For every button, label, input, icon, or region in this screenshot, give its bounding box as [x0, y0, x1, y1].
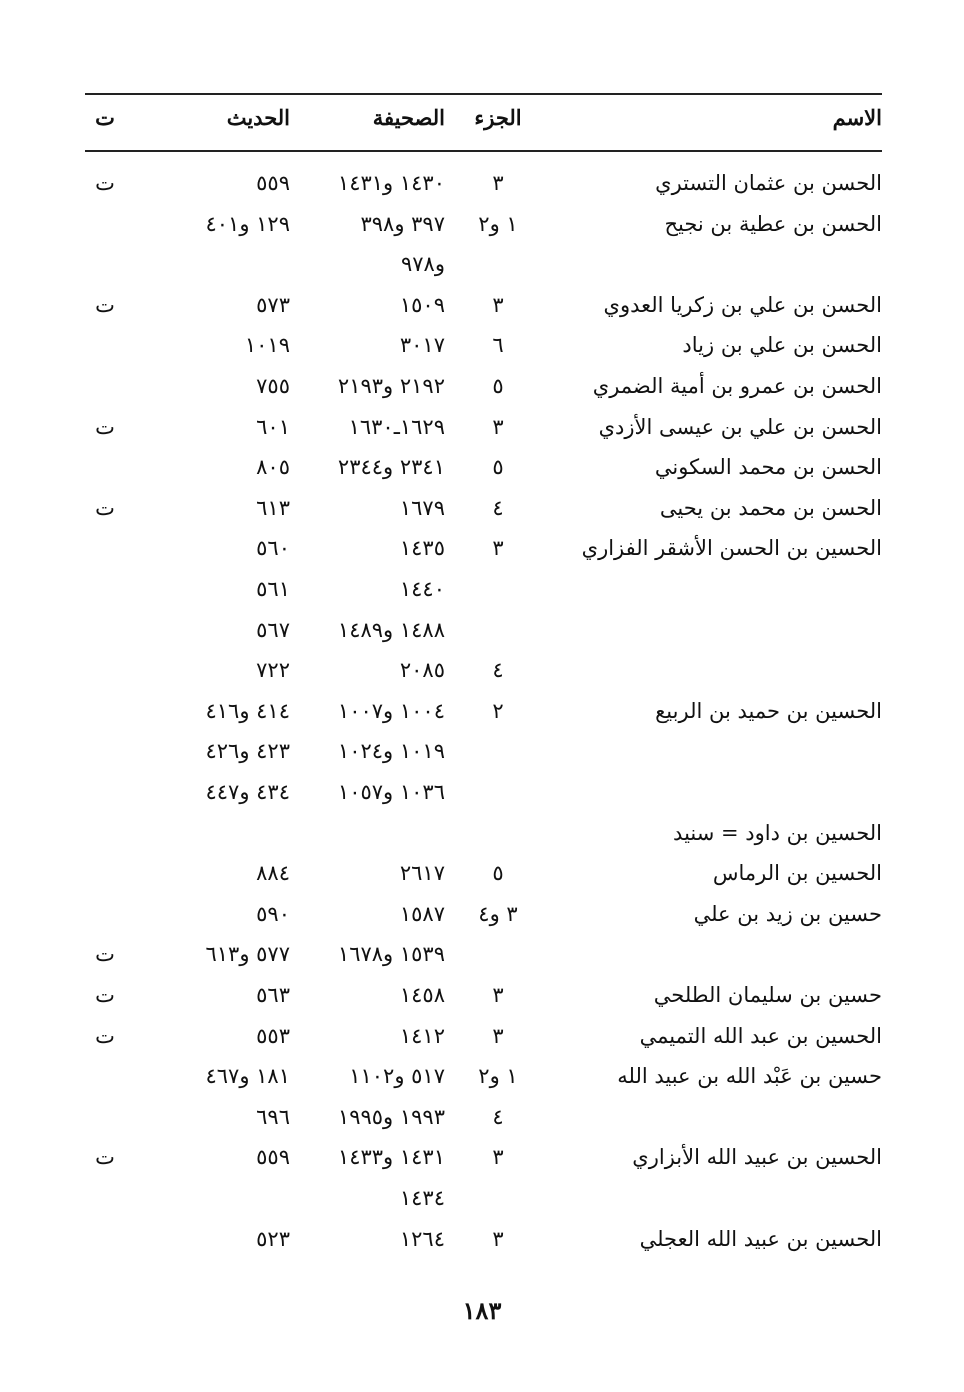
table-row — [85, 1016, 882, 1056]
row-t — [90, 691, 120, 731]
row-t — [90, 528, 120, 568]
table-row — [85, 204, 882, 244]
row-page: ١٤٣٠ و١٤٣١ — [337, 171, 445, 195]
row-part: ٣ — [492, 536, 504, 561]
row-part: ١ و٢ — [478, 211, 518, 236]
row-page: و٩٧٨ — [401, 252, 445, 277]
row-hadith: ٦٩٦ — [256, 1104, 290, 1129]
row-name: حسين بن عَبْد الله بن عبيد الله — [617, 1064, 882, 1089]
table-row — [85, 163, 882, 203]
row-page: ٢١٩٢ و٢١٩٣ — [337, 374, 445, 398]
row-part: ٤ — [492, 658, 504, 683]
row-hadith: ٤١٤ و٤١٦ — [205, 698, 290, 723]
row-part: ٦ — [492, 333, 504, 358]
row-name: الحسن بن عمرو بن أمية الضمري — [592, 374, 882, 398]
row-page: ١٥٠٩ — [399, 292, 445, 317]
row-page: ١٥٨٧ — [399, 901, 445, 926]
row-hadith: ٥٩٠ — [256, 901, 290, 926]
table-row — [85, 1137, 882, 1177]
row-hadith: ٧٥٥ — [256, 374, 290, 398]
row-page: ٢٠٨٥ — [399, 658, 445, 683]
row-hadith: ٥٦٣ — [256, 983, 290, 1007]
header-part: الجزء — [474, 105, 522, 130]
row-hadith: ٦٠١ — [256, 414, 290, 439]
row-page: ١٦٧٩ — [399, 495, 445, 520]
row-hadith — [160, 1178, 290, 1218]
row-t: ت — [95, 292, 115, 317]
row-hadith: ١٢٩ و٤٠١ — [205, 211, 290, 236]
row-name: الحسين بن عبيد الله العجلي — [639, 1226, 882, 1251]
row-name — [522, 244, 882, 284]
row-hadith: ٥٥٩ — [256, 1145, 290, 1170]
row-name — [522, 569, 882, 609]
row-name — [522, 1097, 882, 1137]
row-t — [90, 731, 120, 771]
table-header — [85, 98, 882, 138]
table-row — [85, 650, 882, 690]
row-t — [90, 813, 120, 853]
row-name: الحسن بن علي بن زياد — [682, 333, 882, 358]
table-row — [85, 528, 882, 568]
row-page: ٣٩٧ و٣٩٨ — [360, 211, 445, 236]
table-row — [85, 772, 882, 812]
row-name — [522, 934, 882, 974]
row-t — [90, 244, 120, 284]
row-t — [90, 1056, 120, 1096]
row-part — [473, 610, 523, 650]
row-t: ت — [95, 983, 115, 1007]
row-part: ٥ — [492, 455, 504, 480]
row-page: ١٤٨٨ و١٤٨٩ — [337, 617, 445, 642]
table-row — [85, 934, 882, 974]
table-row — [85, 1178, 882, 1218]
table-row — [85, 853, 882, 893]
row-page: ١٩٩٣ و١٩٩٥ — [337, 1104, 445, 1129]
row-part — [473, 1178, 523, 1218]
table-row — [85, 488, 882, 528]
page-number: ١٨٣ — [462, 1296, 502, 1325]
row-name: حسين بن زيد بن علي — [693, 901, 882, 926]
row-page: ١٠٣٦ و١٠٥٧ — [337, 780, 445, 804]
row-t: ت — [95, 495, 115, 520]
row-page: ١٤٥٨ — [399, 983, 445, 1007]
row-part: ٣ — [492, 1226, 504, 1251]
row-part: ٤ — [492, 495, 504, 520]
row-t: ت — [95, 414, 115, 439]
row-page: ١٤٣٤ — [399, 1186, 445, 1210]
row-part: ٣ — [492, 983, 504, 1007]
row-t — [90, 1097, 120, 1137]
row-page: ١٠١٩ و١٠٢٤ — [337, 739, 445, 764]
row-name: الحسن بن علي بن زكريا العدوي — [603, 292, 882, 317]
row-page: ٥١٧ و١١٠٢ — [349, 1064, 445, 1089]
row-part: ٣ — [492, 171, 504, 195]
table-row — [85, 691, 882, 731]
row-hadith: ٤٢٣ و٤٢٦ — [205, 739, 290, 764]
row-hadith: ٨٠٥ — [256, 455, 290, 480]
row-name: حسين بن سليمان الطلحي — [653, 983, 882, 1007]
row-hadith: ٥٦٧ — [256, 617, 290, 642]
row-t — [90, 610, 120, 650]
table-row — [85, 366, 882, 406]
row-hadith — [160, 244, 290, 284]
table-row — [85, 975, 882, 1015]
row-hadith: ٥٥٩ — [256, 171, 290, 195]
row-name — [522, 731, 882, 771]
row-hadith: ٥٦٠ — [256, 536, 290, 561]
row-part: ٣ — [492, 414, 504, 439]
header-name: الاسم — [832, 105, 882, 130]
row-t — [90, 366, 120, 406]
table-row — [85, 447, 882, 487]
row-page: ١٠٠٤ و١٠٠٧ — [337, 698, 445, 723]
row-page: ١٢٦٤ — [399, 1226, 445, 1251]
row-part: ٣ و٤ — [478, 901, 518, 926]
row-part: ٤ — [492, 1104, 504, 1129]
row-hadith — [160, 813, 290, 853]
row-name — [522, 610, 882, 650]
row-part — [473, 934, 523, 974]
row-part: ٣ — [492, 292, 504, 317]
row-hadith: ٥٥٣ — [256, 1023, 290, 1048]
table-row — [85, 610, 882, 650]
row-hadith: ٥٧٧ و٦١٣ — [205, 942, 290, 967]
row-t — [90, 772, 120, 812]
row-hadith: ٨٨٤ — [256, 861, 290, 886]
row-hadith: ١٨١ و٤٦٧ — [205, 1064, 290, 1089]
table-row — [85, 731, 882, 771]
row-t: ت — [95, 171, 115, 195]
header-hadith: الحديث — [226, 105, 290, 130]
table-row — [85, 325, 882, 365]
row-part: ٣ — [492, 1023, 504, 1048]
row-part — [473, 569, 523, 609]
row-part: ٢ — [492, 698, 504, 723]
row-name — [522, 1178, 882, 1218]
table-row — [85, 1097, 882, 1137]
table-row — [85, 569, 882, 609]
table-row — [85, 407, 882, 447]
row-name: الحسين بن عبد الله التميمي — [639, 1023, 882, 1048]
row-t — [90, 569, 120, 609]
row-t: ت — [95, 1023, 115, 1048]
row-name: الحسن بن عثمان التستري — [655, 171, 882, 195]
row-name: الحسين بن حميد بن الربيع — [655, 698, 882, 723]
row-part: ٣ — [492, 1145, 504, 1170]
row-hadith: ١٠١٩ — [244, 333, 290, 358]
table-row — [85, 1219, 882, 1259]
row-hadith: ٥٦١ — [256, 577, 290, 601]
table-top-rule — [85, 93, 882, 95]
row-page: ٣٠١٧ — [399, 333, 445, 358]
row-t — [90, 894, 120, 934]
row-part — [473, 772, 523, 812]
header-page: الصحيفة — [372, 105, 445, 130]
row-name: الحسن بن علي بن عيسى الأزدي — [598, 414, 882, 439]
row-part — [473, 244, 523, 284]
row-page: ١٥٣٩ و١٦٧٨ — [337, 942, 445, 967]
row-name: الحسن بن عطية بن نجيح — [664, 211, 882, 236]
row-t — [90, 853, 120, 893]
row-t — [90, 204, 120, 244]
header-t: ت — [95, 105, 115, 130]
row-part: ٥ — [492, 861, 504, 886]
table-header-rule — [85, 150, 882, 152]
row-page: ١٦٢٩ـ١٦٣٠ — [348, 414, 445, 439]
row-name: الحسين بن عبيد الله الأبزاري — [632, 1145, 882, 1170]
row-page — [305, 813, 445, 853]
row-page: ١٤٣١ و١٤٣٣ — [337, 1145, 445, 1170]
row-hadith: ٧٢٢ — [256, 658, 290, 683]
row-page: ١٤١٢ — [399, 1023, 445, 1048]
row-page: ٢٣٤١ و٢٣٤٤ — [337, 455, 445, 480]
row-t — [90, 447, 120, 487]
row-hadith: ٦١٣ — [256, 495, 290, 520]
row-part — [473, 813, 523, 853]
table-row — [85, 813, 882, 853]
row-name — [522, 650, 882, 690]
row-t: ت — [95, 942, 115, 967]
table-row — [85, 1056, 882, 1096]
row-name — [522, 772, 882, 812]
row-t — [90, 1219, 120, 1259]
row-part — [473, 731, 523, 771]
table-row — [85, 244, 882, 284]
row-t — [90, 1178, 120, 1218]
row-part: ٥ — [492, 374, 504, 398]
row-t — [90, 650, 120, 690]
row-page: ٢٦١٧ — [399, 861, 445, 886]
row-page: ١٤٣٥ — [399, 536, 445, 561]
row-name: الحسن بن محمد بن يحيى — [659, 495, 882, 520]
row-name: الحسين بن الرماس — [712, 861, 882, 886]
row-name: الحسين بن الحسن الأشقر الفزاري — [581, 536, 882, 561]
row-hadith: ٥٧٣ — [256, 292, 290, 317]
row-hadith: ٤٣٤ و٤٤٧ — [205, 780, 290, 804]
row-page: ١٤٤٠ — [399, 577, 445, 601]
row-name: الحسن بن محمد السكوني — [654, 455, 882, 480]
row-t: ت — [95, 1145, 115, 1170]
row-part: ١ و٢ — [478, 1064, 518, 1089]
row-t — [90, 325, 120, 365]
table-row — [85, 894, 882, 934]
row-name: الحسين بن داود = سنيد — [673, 820, 882, 845]
table-row — [85, 285, 882, 325]
row-hadith: ٥٢٣ — [256, 1226, 290, 1251]
